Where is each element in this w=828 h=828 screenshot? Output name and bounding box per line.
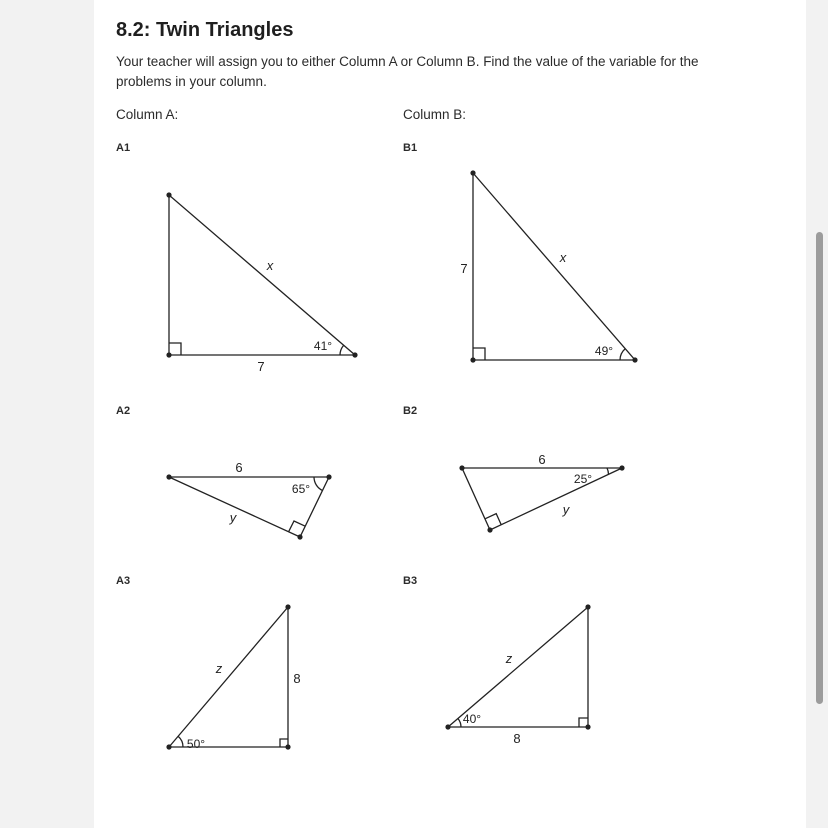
- problem-b1-label: B1: [403, 142, 418, 154]
- triangle-a3: [169, 607, 288, 747]
- a2-angle-label: 65°: [291, 482, 311, 496]
- problem-b3-label: B3: [403, 575, 418, 587]
- triangle-b2: [462, 468, 622, 530]
- b3-side-label: 8: [513, 731, 521, 746]
- triangle-b2-vertices: [459, 465, 624, 532]
- a2-variable-label: y: [229, 510, 237, 525]
- triangle-b3: [448, 607, 588, 727]
- a2-side-label: 6: [235, 460, 243, 475]
- a3-side-label: 8: [293, 671, 301, 686]
- b1-side-label: 7: [460, 261, 468, 276]
- a3-variable-label: z: [215, 661, 223, 676]
- a1-angle-label: 41°: [313, 339, 333, 353]
- b1-hypotenuse-label: x: [559, 250, 567, 265]
- a1-side-label: 7: [257, 359, 265, 374]
- a3-angle-label: 50°: [186, 737, 206, 751]
- column-b-heading: Column B:: [403, 107, 467, 122]
- b3-variable-label: z: [505, 651, 513, 666]
- instructions-text: Your teacher will assign you to either Column A or Column B. Find the value of the variable for the problems in your column.: [116, 54, 699, 89]
- problem-a2-label: A2: [116, 405, 131, 417]
- problem-a1-label: A1: [116, 142, 131, 154]
- triangle-a1: [169, 195, 355, 355]
- page-title: 8.2: Twin Triangles: [116, 19, 294, 41]
- b2-variable-label: y: [562, 502, 570, 517]
- problem-a3-label: A3: [116, 575, 131, 587]
- b1-angle-label: 49°: [594, 344, 614, 358]
- problem-b2-label: B2: [403, 405, 418, 417]
- b2-side-label: 6: [538, 452, 546, 467]
- column-a-heading: Column A:: [116, 107, 179, 122]
- b2-angle-label: 25°: [573, 472, 593, 486]
- a1-hypotenuse-label: x: [266, 258, 274, 273]
- b3-angle-label: 40°: [462, 712, 482, 726]
- triangle-b1: [473, 173, 635, 360]
